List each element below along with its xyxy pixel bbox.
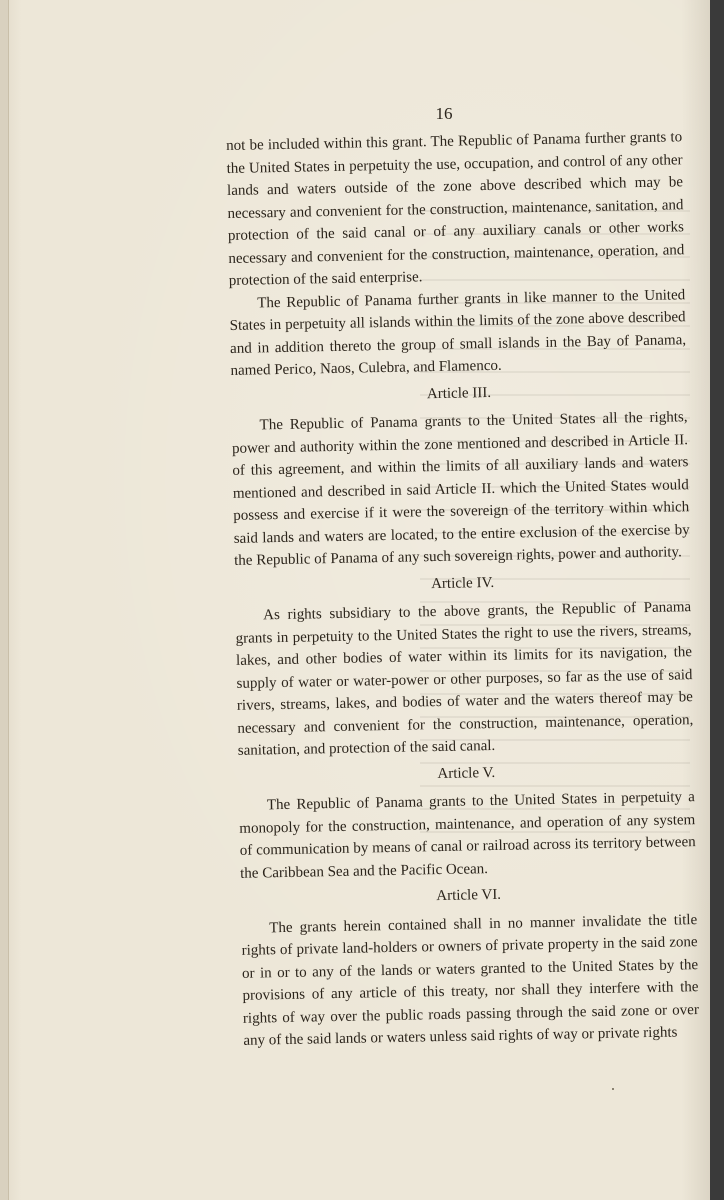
article-vi-heading: Article VI.: [436, 886, 502, 905]
article-iv-paragraph: As rights subsidiary to the above grants, the Republic of Panama grants in perpetuity to the United States the right to use the rivers, streams, lakes, and other bodies of water within its limits for its navigation, the supply of water or water-power or other purposes, so far as the use of said rivers, streams, lakes, and bodies of water and the waters thereof may be necessary and convenient for the construction, maintenance, operation, sanitation, and protection of the said canal.: [235, 599, 694, 759]
article-iii-heading: Article III.: [426, 384, 492, 402]
article-v-paragraph: The Republic of Panama grants to the United States in perpetuity a monopoly for the construction, maintenance, and operation of any system of communication by means of canal or railroad across its territory between the Caribbean Sea and the Pacific Ocean.: [239, 789, 696, 882]
paper-speck: [612, 1088, 614, 1090]
text-column: [226, 126, 700, 1052]
page-number: 16: [435, 104, 453, 123]
article-iii-paragraph: The Republic of Panama grants to the United States all the rights, power and authority within the zone mentioned and described in Article II. of this agreement, and within the limits of all auxiliary lands and waters mentioned and described in said Article II. which the United States would possess and exercise if it were the sovereign of the territory within which said lands and waters are located, to the entire exclusion of the exercise by the Republic of Panama of any such sovereign rights, power and authority.: [231, 409, 690, 569]
article-v-heading: Article V.: [437, 764, 496, 782]
article-iv-heading: Article IV.: [430, 574, 495, 592]
page-left-edge: [0, 0, 9, 1200]
article-vi-paragraph: The grants herein contained shall in no manner invalidate the title rights of private land-holders or owners of private property in the said zone or in or to any of the lands or waters granted to the United States by the provisions of any article of this treaty, nor shall they interfere with the rights of way over the public roads passing through the said zone or over any of the said lands or waters unless said rights of way or private rights: [241, 911, 700, 1049]
paragraph-islands: The Republic of Panama further grants in like manner to the United States in perpetuity all islands within the limits of the zone above described and in addition thereto the group of small islands in the Bay of Panama, named Perico, Naos, Culebra, and Flamenco.: [229, 286, 687, 379]
scan-background-strip: [710, 0, 724, 1200]
paragraph-continuation: not be included within this grant. The Republic of Panama further grants to the United States in perpetuity the use, occupation, and control of any other lands and waters outside of the zone above described which may be necessary and convenient for the construction, maintenance, sanitation, and protection of the said canal or of any auxiliary canals or other works necessary and convenient for the construction, maintenance, operation, and protection of the said enterprise.: [226, 129, 685, 289]
